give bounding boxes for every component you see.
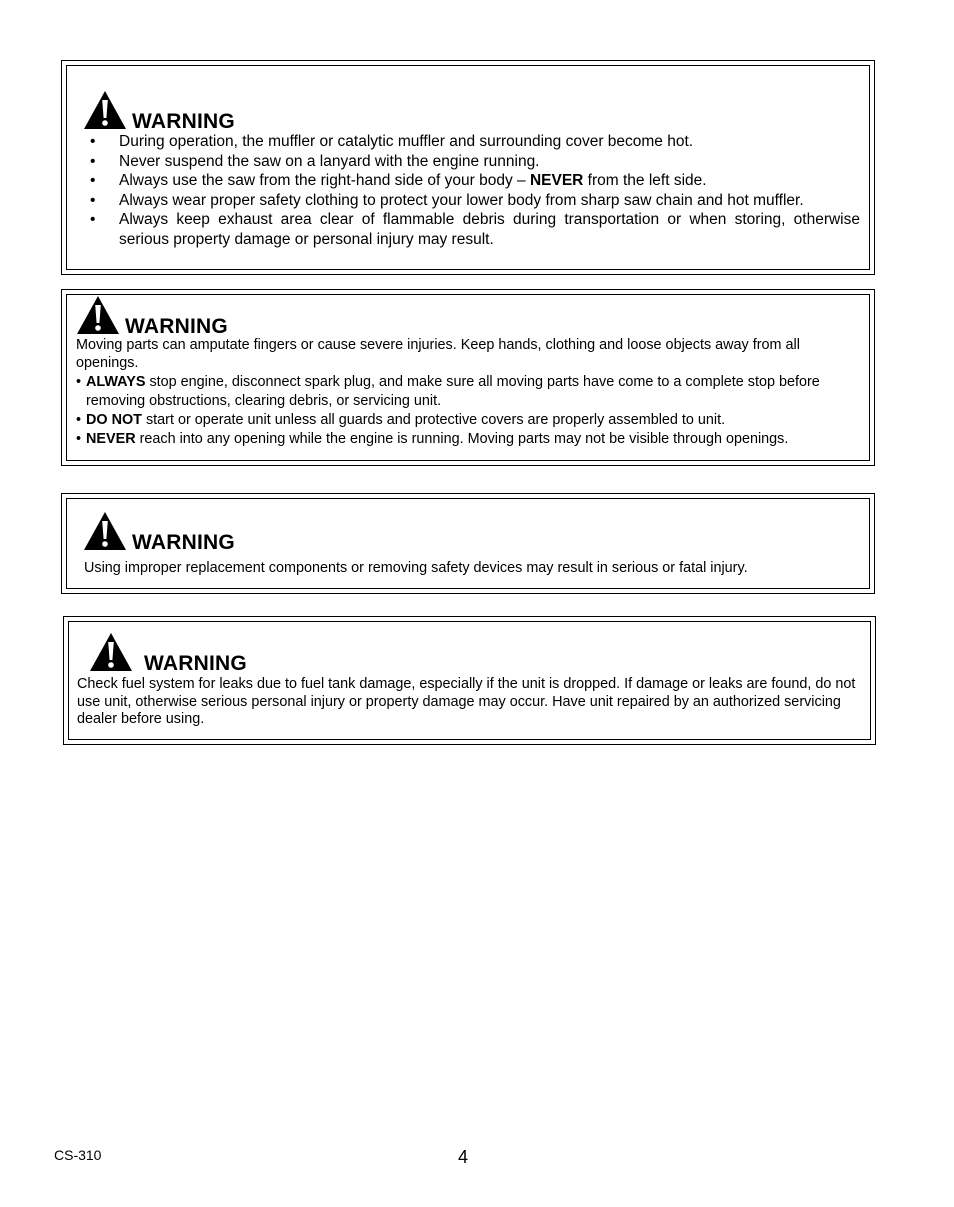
list-item: • ALWAYS stop engine, disconnect spark plug, and make sure all moving parts have come to a complete stop before removing obstructions, clearing debris, or servicing unit. — [76, 373, 866, 411]
warning-box-inner — [66, 65, 870, 270]
warning-box-inner — [68, 621, 871, 740]
warning-header — [83, 90, 235, 133]
warning-dot-list — [76, 373, 866, 449]
warning-title: WARNING — [144, 652, 247, 675]
list-item: • NEVER reach into any opening while the engine is running. Moving parts may not be visible through openings. — [76, 430, 866, 449]
warning-bullet-list — [84, 132, 860, 250]
footer-model-code: CS-310 — [54, 1147, 102, 1163]
warning-title: WARNING — [125, 315, 228, 338]
warning-triangle-icon — [83, 90, 127, 130]
list-item: • During operation, the muffler or catalytic muffler and surrounding cover become hot. — [84, 132, 860, 152]
warning-box-muffler — [61, 60, 875, 275]
warning-title: WARNING — [132, 531, 235, 554]
warning-triangle-icon — [76, 295, 120, 335]
list-item: • Always wear proper safety clothing to protect your lower body from sharp saw chain and hot muffler. — [84, 191, 860, 211]
list-item: • Always keep exhaust area clear of flammable debris during transportation or when storing, otherwise serious property damage or personal injury may result. — [84, 210, 860, 249]
warning-title: WARNING — [132, 110, 235, 133]
warning-box-replacement-parts — [61, 493, 875, 594]
warning-header — [76, 295, 228, 338]
warning-intro: Moving parts can amputate fingers or cause severe injuries. Keep hands, clothing and loose objects away from all openings. — [76, 337, 800, 371]
warning-box-fuel-leaks — [63, 616, 876, 745]
warning-triangle-icon — [83, 511, 127, 551]
page-number: 4 — [458, 1147, 469, 1167]
warning-body: Using improper replacement components or removing safety devices may result in serious or fatal injury. — [84, 560, 748, 576]
warning-box-inner — [66, 498, 870, 589]
warning-header — [89, 632, 247, 675]
list-item: • DO NOT start or operate unit unless all guards and protective covers are properly assembled to unit. — [76, 411, 866, 430]
warning-triangle-icon — [89, 632, 133, 672]
warning-body: Check fuel system for leaks due to fuel tank damage, especially if the unit is dropped. If damage or leaks are found, do not use unit, otherwise serious personal injury or property damage may occur. Have unit repaired by an authorized servicing dealer before using. — [77, 676, 856, 727]
warning-box-moving-parts — [61, 289, 875, 466]
list-item: • Always use the saw from the right-hand side of your body – NEVER from the left side. — [84, 171, 860, 191]
warning-box-inner — [66, 294, 870, 461]
warning-header — [83, 511, 235, 554]
list-item: • Never suspend the saw on a lanyard with the engine running. — [84, 152, 860, 172]
